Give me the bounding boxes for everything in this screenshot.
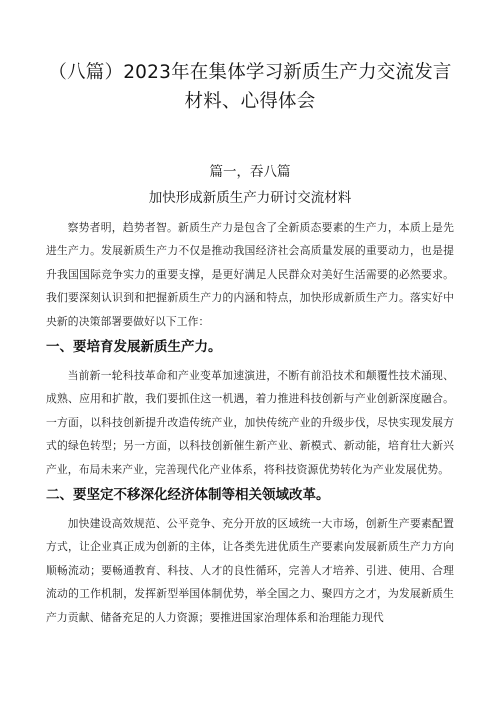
section-label: 篇一，吞八篇: [209, 164, 291, 180]
document-title: （八篇）2023年在集体学习新质生产力交流发言材料、心得体会: [48, 62, 452, 112]
heading-2: 二、要坚定不移深化经济体制等相关领域改革。: [46, 487, 330, 504]
section-title: 加快形成新质生产力研讨交流材料: [148, 190, 352, 206]
heading-1: 一、要培育发展新质生产力。: [46, 339, 222, 356]
intro-paragraph: 察势者明，趋势者智。新质生产力是包含了全新质态要素的生产力，本质上是先进生产力。发展新质生产力不仅是推动我国经济社会高质量发展的重要动力，也是提升我国国际竞争实力的重要支撑，是更好满足人民群众对美好生活需要的必然要求。我们要深刻认识到和把握新质生产力的内涵和特点，加快形成新质生产力。落实好中央新的决策部署要做好以下工作：: [46, 221, 454, 328]
paragraph-2: 加快建设高效规范、公平竞争、充分开放的区域统一大市场，创新生产要素配置方式，让企业真正成为创新的主体，让各类先进优质生产要素向发展新质生产力方向顺畅流动；要畅通教育、科技、人才的良性循环，完善人才培养、引进、使用、合理流动的工作机制，发挥新型举国体制优势，举全国之力、聚四方之才，为发展新质生产力贡献、储备充足的人力资源；要推进国家治理体系和治理能力现代: [46, 517, 454, 624]
paragraph-1: 当前新一轮科技革命和产业变革加速演进，不断有前沿技术和颠覆性技术涌现、成熟、应用和扩散，我们要抓住这一机遇，着力推进科技创新与产业创新深度融合。一方面，以科技创新提升改造传统产业，加快传统产业的升级步伐，尽快实现发展方式的绿色转型；另一方面，以科技创新催生新产业、新模式、新动能，培育壮大新兴产业，布局未来产业，完善现代化产业体系，将科技资源优势转化为产业发展优势。: [46, 369, 454, 476]
